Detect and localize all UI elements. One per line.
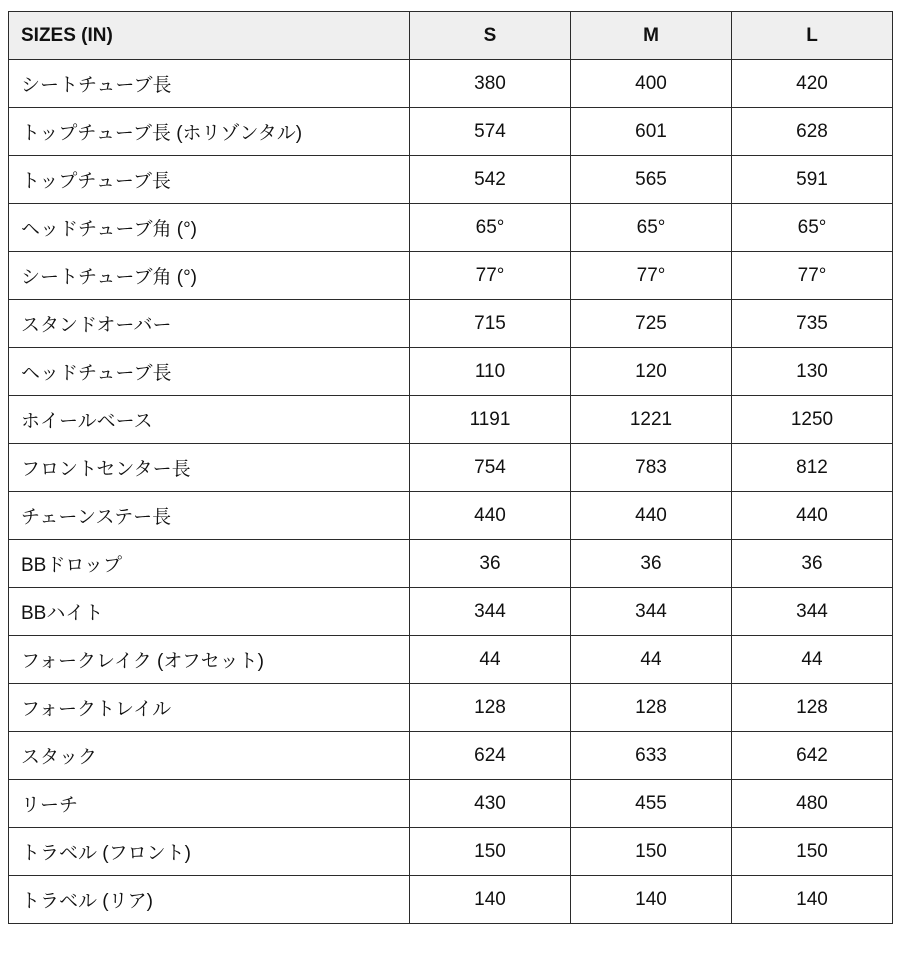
header-sizes-label: SIZES (IN) xyxy=(9,12,410,60)
value-cell-m: 44 xyxy=(571,636,732,684)
value-cell-l: 628 xyxy=(732,108,893,156)
header-size-l: L xyxy=(732,12,893,60)
value-cell-s: 128 xyxy=(410,684,571,732)
value-cell-s: 754 xyxy=(410,444,571,492)
value-cell-m: 601 xyxy=(571,108,732,156)
value-cell-l: 344 xyxy=(732,588,893,636)
table-row xyxy=(9,396,893,444)
value-cell-l: 812 xyxy=(732,444,893,492)
table-row xyxy=(9,828,893,876)
value-cell-m: 565 xyxy=(571,156,732,204)
row-label: スタンドオーバー xyxy=(9,300,410,348)
value-cell-s: 65° xyxy=(410,204,571,252)
row-label: フォークレイク (オフセット) xyxy=(9,636,410,684)
value-cell-s: 624 xyxy=(410,732,571,780)
header-size-m: M xyxy=(571,12,732,60)
value-cell-l: 1250 xyxy=(732,396,893,444)
row-label: フォークトレイル xyxy=(9,684,410,732)
value-cell-l: 591 xyxy=(732,156,893,204)
value-cell-s: 1191 xyxy=(410,396,571,444)
value-cell-s: 110 xyxy=(410,348,571,396)
value-cell-l: 642 xyxy=(732,732,893,780)
value-cell-s: 380 xyxy=(410,60,571,108)
value-cell-m: 128 xyxy=(571,684,732,732)
value-cell-l: 36 xyxy=(732,540,893,588)
row-label: BBハイト xyxy=(9,588,410,636)
table-row xyxy=(9,204,893,252)
value-cell-s: 150 xyxy=(410,828,571,876)
table-row xyxy=(9,492,893,540)
row-label: トラベル (リア) xyxy=(9,876,410,924)
header-row xyxy=(9,12,893,60)
value-cell-m: 150 xyxy=(571,828,732,876)
table-row xyxy=(9,588,893,636)
value-cell-m: 120 xyxy=(571,348,732,396)
value-cell-s: 77° xyxy=(410,252,571,300)
value-cell-m: 65° xyxy=(571,204,732,252)
table-row xyxy=(9,444,893,492)
value-cell-m: 344 xyxy=(571,588,732,636)
row-label: BBドロップ xyxy=(9,540,410,588)
value-cell-s: 44 xyxy=(410,636,571,684)
value-cell-m: 633 xyxy=(571,732,732,780)
value-cell-m: 36 xyxy=(571,540,732,588)
row-label: チェーンステー長 xyxy=(9,492,410,540)
value-cell-m: 77° xyxy=(571,252,732,300)
row-label: フロントセンター長 xyxy=(9,444,410,492)
table-row xyxy=(9,156,893,204)
table-row xyxy=(9,876,893,924)
table-row xyxy=(9,780,893,828)
value-cell-s: 574 xyxy=(410,108,571,156)
table-row xyxy=(9,108,893,156)
table-row xyxy=(9,732,893,780)
row-label: シートチューブ角 (°) xyxy=(9,252,410,300)
value-cell-l: 128 xyxy=(732,684,893,732)
table-row xyxy=(9,252,893,300)
value-cell-s: 344 xyxy=(410,588,571,636)
row-label: ホイールベース xyxy=(9,396,410,444)
value-cell-s: 140 xyxy=(410,876,571,924)
geometry-table xyxy=(8,11,893,924)
value-cell-m: 400 xyxy=(571,60,732,108)
header-size-s: S xyxy=(410,12,571,60)
value-cell-m: 1221 xyxy=(571,396,732,444)
value-cell-l: 77° xyxy=(732,252,893,300)
value-cell-l: 480 xyxy=(732,780,893,828)
row-label: リーチ xyxy=(9,780,410,828)
value-cell-m: 140 xyxy=(571,876,732,924)
value-cell-s: 430 xyxy=(410,780,571,828)
row-label: ヘッドチューブ長 xyxy=(9,348,410,396)
value-cell-l: 130 xyxy=(732,348,893,396)
value-cell-s: 542 xyxy=(410,156,571,204)
value-cell-l: 65° xyxy=(732,204,893,252)
value-cell-l: 140 xyxy=(732,876,893,924)
row-label: ヘッドチューブ角 (°) xyxy=(9,204,410,252)
row-label: トップチューブ長 (ホリゾンタル) xyxy=(9,108,410,156)
row-label: シートチューブ長 xyxy=(9,60,410,108)
row-label: トラベル (フロント) xyxy=(9,828,410,876)
table-row xyxy=(9,684,893,732)
value-cell-s: 440 xyxy=(410,492,571,540)
value-cell-m: 725 xyxy=(571,300,732,348)
table-row xyxy=(9,348,893,396)
value-cell-l: 44 xyxy=(732,636,893,684)
table-header xyxy=(9,12,893,60)
table-body xyxy=(9,60,893,924)
table-row xyxy=(9,60,893,108)
table-row xyxy=(9,636,893,684)
value-cell-l: 150 xyxy=(732,828,893,876)
table-row xyxy=(9,300,893,348)
value-cell-l: 735 xyxy=(732,300,893,348)
value-cell-s: 715 xyxy=(410,300,571,348)
value-cell-m: 783 xyxy=(571,444,732,492)
row-label: スタック xyxy=(9,732,410,780)
value-cell-m: 440 xyxy=(571,492,732,540)
row-label: トップチューブ長 xyxy=(9,156,410,204)
value-cell-m: 455 xyxy=(571,780,732,828)
value-cell-s: 36 xyxy=(410,540,571,588)
table-row xyxy=(9,540,893,588)
value-cell-l: 440 xyxy=(732,492,893,540)
value-cell-l: 420 xyxy=(732,60,893,108)
